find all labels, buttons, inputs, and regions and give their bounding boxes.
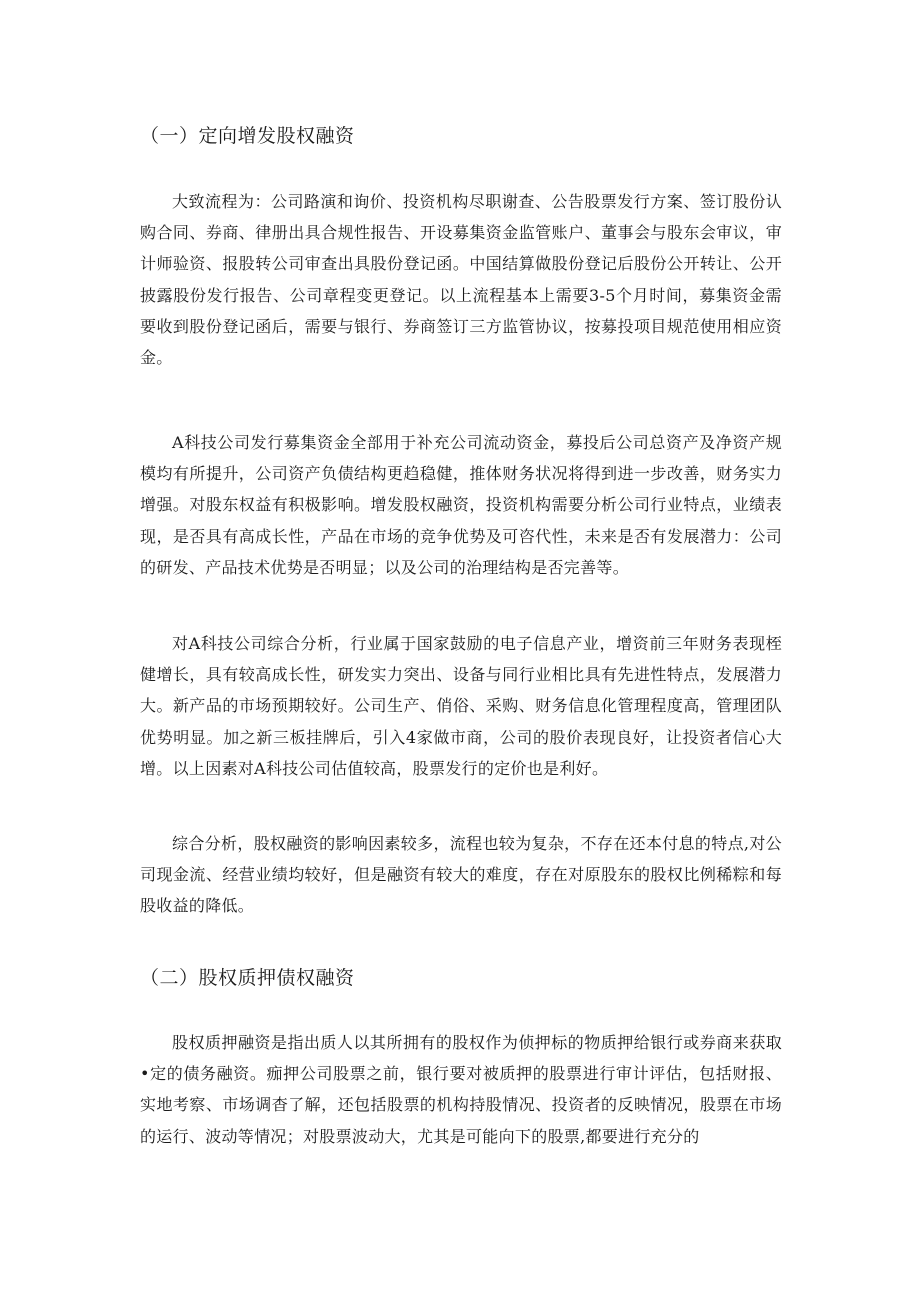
paragraph-1-1: 大致流程为：公司路演和询价、投资机构尽职谢查、公告股票发行方案、签订股份认购合同、券商、律册出具合规性报告、开设募集资金监管账户、董事会与股东会审议，审计师验资、报股转公司审查出具股份登记函。中国结算做股份登记后股份公开转让、公开披露股份发行报告、公司章程变更登记。以上流程基本上需要3-5个月时间，募集资金需要收到股份登记函后，需要与银行、券商签订三方监管协议，按募投项目规范使用相应资金。 [140, 192, 782, 368]
paragraph-1-3: 对A科技公司综合分析，行业属于国家鼓励的电子信息产业，增资前三年财务表现桎健增长，具有较高成长性，研发实力突出、设备与同行业相比具有先进性特点，发展潜力大。新产品的市场预期较好。公司生产、俏俗、采购、财务信息化管理程度高，管理团队优势明显。加之新三板挂牌后，引入4家做市商，公司的股价表现良好，让投资者信心大增。以上因素对A科技公司估值较高，股票发行的定价也是利好。 [140, 634, 782, 778]
section-heading-2: （二）股权质押债权融资 [140, 967, 355, 989]
paragraph-1-4: 综合分析，股权融资的影响因素较多，流程也较为复杂，不存在还本付息的特点,对公司现金流、经营业绩均较好，但是融资有较大的难度，存在对原股东的股权比例稀粽和每股收益的降低。 [140, 834, 782, 916]
section-heading-1: （一）定向增发股权融资 [140, 125, 355, 147]
paragraph-2-1: 股权质押融资是指出质人以其所拥有的股权作为侦押标的物质押给银行或券商来获取•定的债务融资。痂押公司股票之前，银行要对被质押的股票进行审计评估，包括财报、实地考察、市场调杳了解，还包括股票的机构持股情况、投资者的反映情况，股票在市场的运行、波动等情况；对股票波动大，尤其是可能向下的股票,都要进行充分的 [140, 1033, 782, 1146]
paragraph-1-2: A科技公司发行募集资金全部用于补充公司流动资金，募投后公司总资产及净资产规模均有所提升，公司资产负债结构更趋稳健，推体财务状况将得到进一步改善，财务实力增强。对股东权益有积极影响。增发股权融资，投资机构需要分析公司行业特点，业绩表现，是否具有高成长性，产品在市场的竞争优势及可咨代性，未来是否有发展潜力：公司的研发、产品技术优势是否明显；以及公司的治理结构是否完善等。 [140, 433, 782, 577]
